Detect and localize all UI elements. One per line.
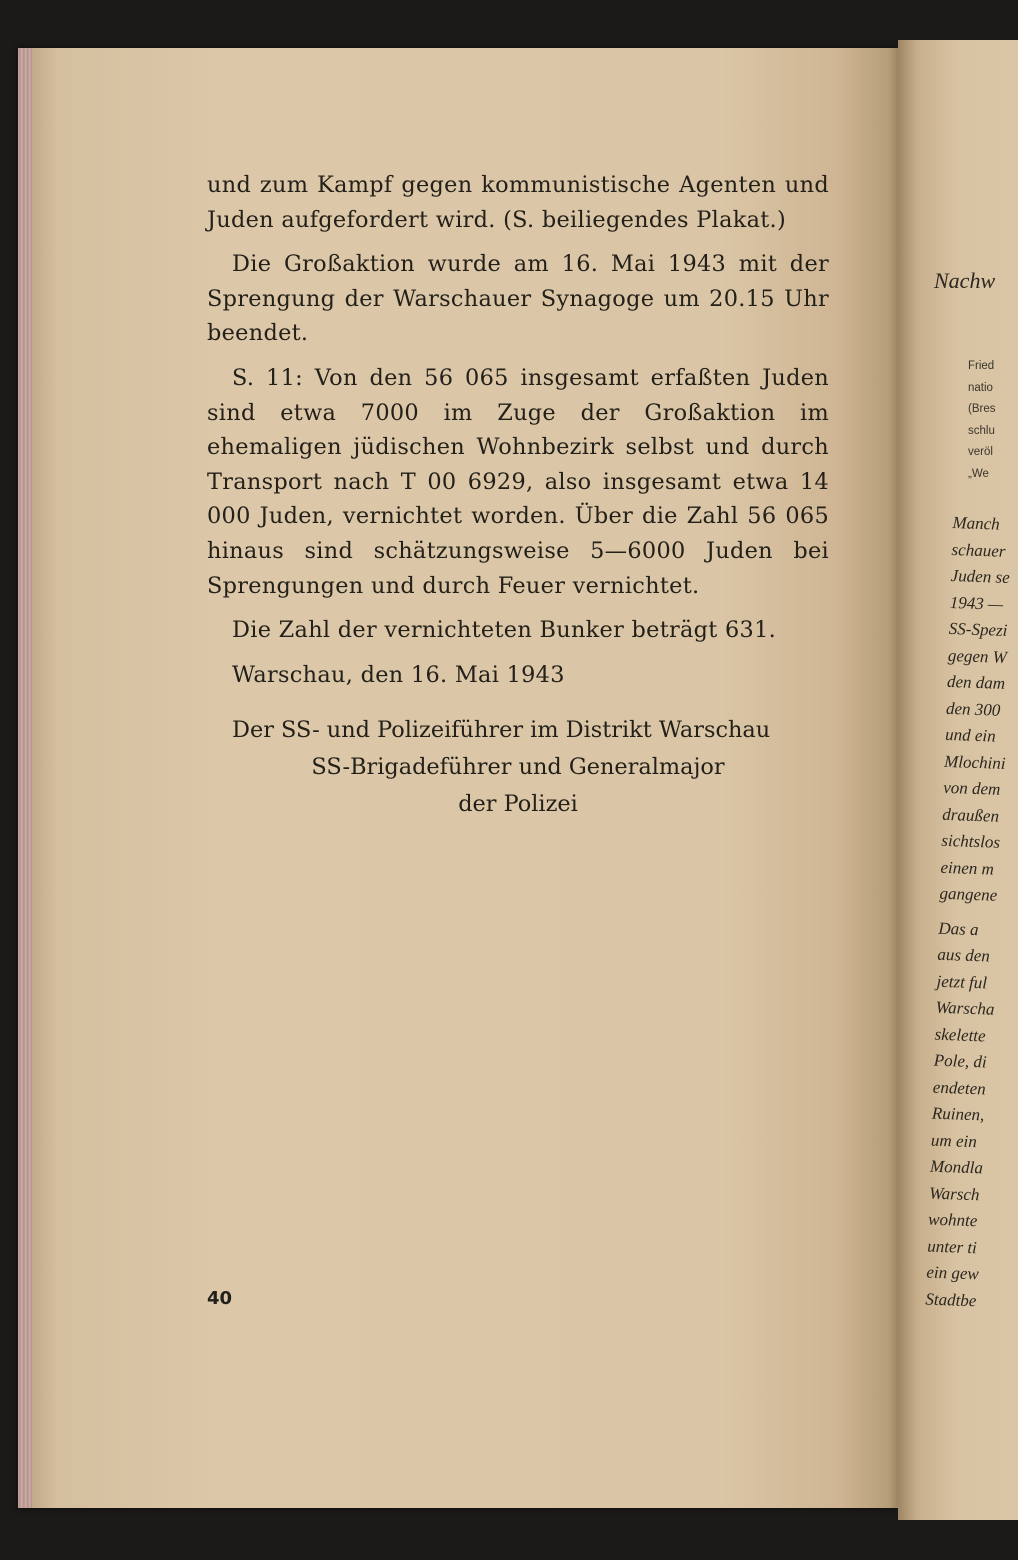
body-line: den 300: [945, 698, 1001, 720]
page-number: 40: [207, 1288, 233, 1309]
intro-line: Fried: [968, 360, 995, 372]
intro-line: natio: [968, 381, 993, 394]
body-line: von dem: [942, 777, 1001, 799]
body-line: einen m: [940, 857, 995, 879]
body-line: unter ti: [926, 1236, 978, 1257]
intro-line: veröl: [968, 446, 993, 458]
body-line: 1943 —: [949, 592, 1004, 614]
body-line: Warscha: [935, 997, 995, 1019]
signature-line-1: Der SS- und Polizeiführer im Distrikt Warschau: [232, 717, 771, 743]
body-line: Manch: [952, 512, 1001, 534]
facing-page-body: [925, 510, 1014, 1315]
body-line: Das a: [938, 918, 979, 939]
body-line: Ruinen,: [931, 1103, 985, 1125]
body-line: wohnte: [927, 1209, 978, 1231]
body-line: aus den: [937, 944, 991, 966]
body-line: Juden se: [950, 565, 1011, 588]
body-line: gangene: [939, 883, 998, 905]
signature-line-2: SS-Brigadeführer und Generalmajor: [311, 754, 725, 780]
paragraph-bunker-count: Die Zahl der vernichteten Bunker beträgt 631.: [232, 617, 777, 644]
body-line: um ein: [930, 1130, 978, 1151]
signature-line-3: der Polizei: [458, 791, 578, 817]
facing-page-intro: [968, 356, 995, 485]
paragraph-statistics: S. 11: Von den 56 065 insgesamt erfaßten Juden sind etwa 7000 im Zuge der Großaktion im ehemaligen jüdischen Wohnbezirk selbst und durch Transport nach T 00 6929, also insgesamt etwa 14 000 Juden, vernichtet worden. Über die Zahl 56 065 hinaus sind schätzungsweise 5—6000 Juden bei Sprengungen und durch Feuer vernichtet.: [207, 364, 829, 599]
paragraph-grossaktion: Die Großaktion wurde am 16. Mai 1943 mit der Sprengung der Warschauer Synagoge um 20.15 Uhr beendet.: [207, 251, 829, 347]
body-line: endeten: [932, 1077, 987, 1098]
main-text: [207, 168, 829, 692]
right-page: [898, 40, 1018, 1520]
body-line: sichtslos: [941, 830, 1001, 852]
body-line: und ein: [944, 724, 996, 746]
body-line: Mondla: [929, 1156, 984, 1178]
paragraph-continuation: und zum Kampf gegen kommunistische Agenten und Juden aufgefordert wird. (S. beiliegendes Plakat.): [207, 172, 829, 233]
body-line: jetzt ful: [936, 971, 988, 992]
body-line: draußen: [942, 804, 1000, 826]
body-line: skelette: [934, 1024, 986, 1045]
body-line: gegen W: [947, 645, 1008, 667]
body-line: den dam: [946, 671, 1006, 693]
body-line: Mlochini: [943, 751, 1006, 773]
body-line: Warsch: [928, 1183, 980, 1204]
date-line: Warschau, den 16. Mai 1943: [232, 661, 565, 688]
body-line: schauer: [951, 539, 1006, 561]
body-line: Pole, di: [933, 1050, 987, 1072]
body-line: SS-Spezi: [948, 618, 1008, 640]
facing-page-title: Nachw: [934, 268, 996, 293]
body-line: Stadtbe: [925, 1289, 977, 1310]
signature-block: [207, 712, 829, 823]
intro-line: (Bres: [968, 403, 996, 415]
intro-line: schlu: [968, 424, 995, 437]
body-line: ein gew: [926, 1262, 980, 1284]
intro-line: „We: [968, 467, 989, 480]
